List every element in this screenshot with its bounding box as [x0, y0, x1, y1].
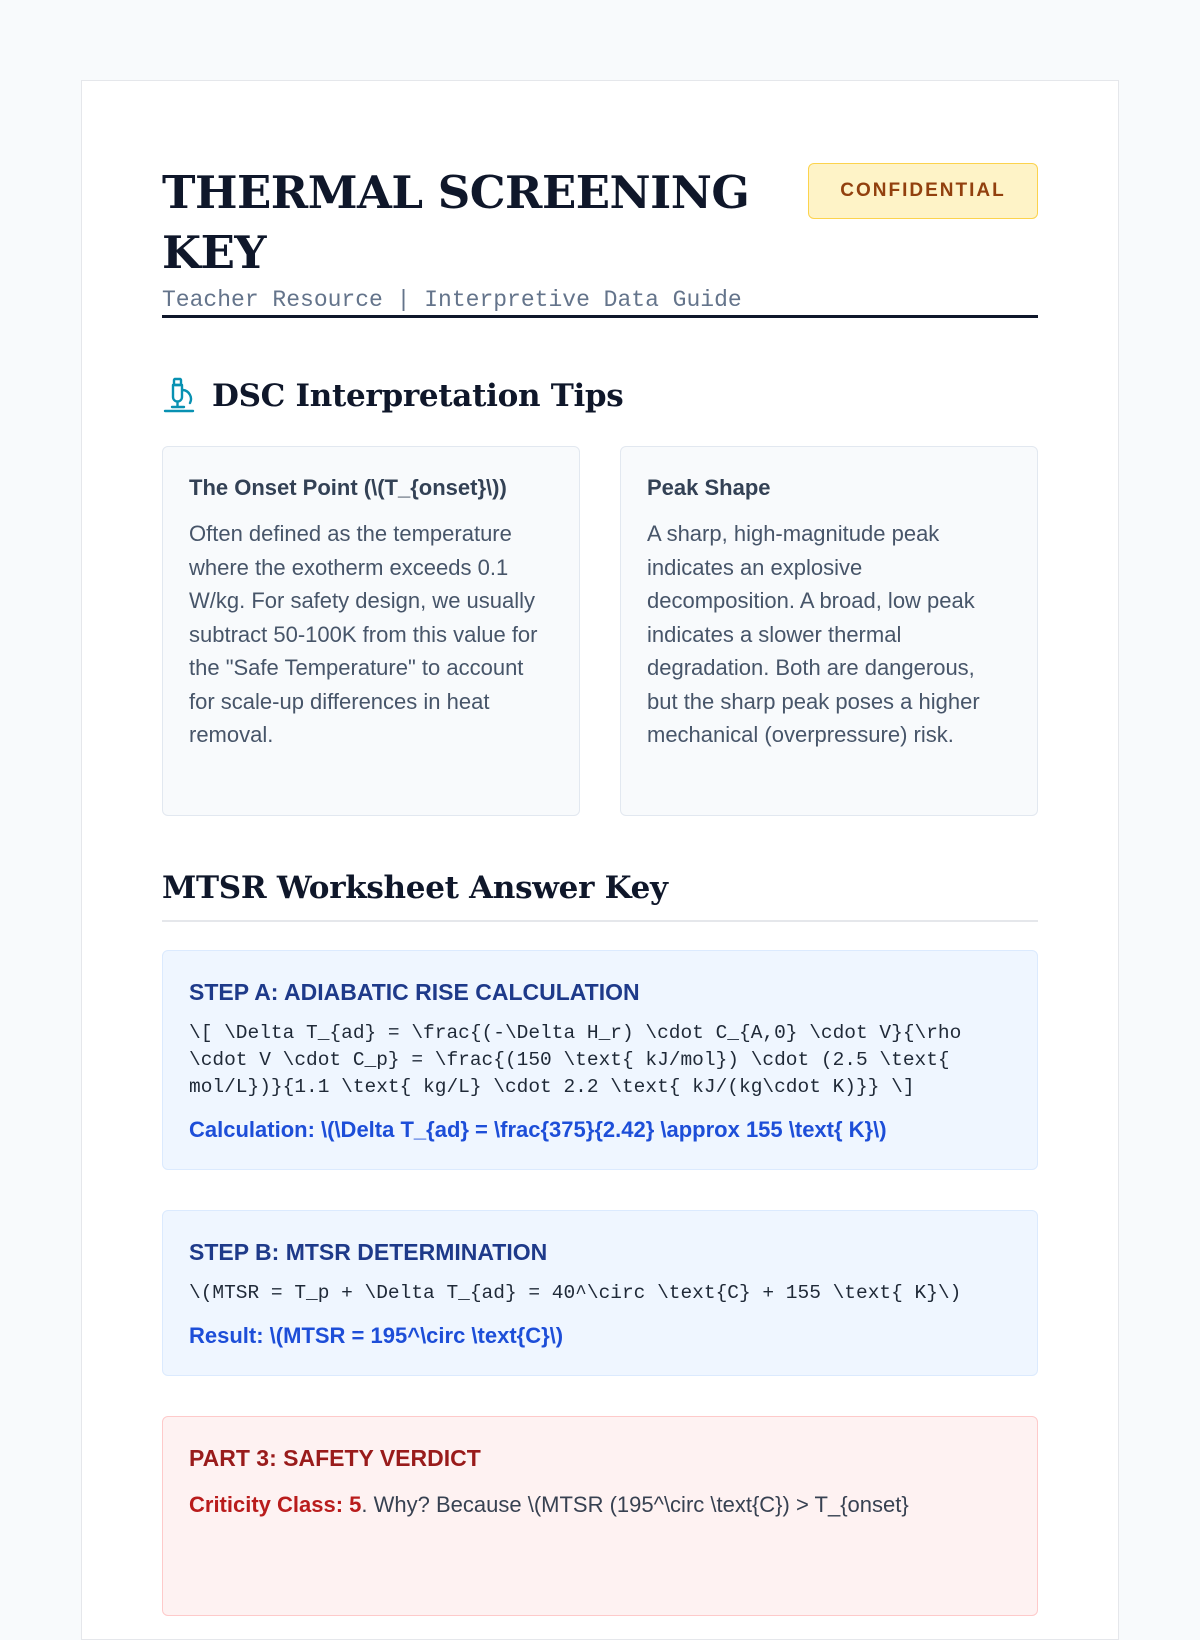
- header-divider: [162, 315, 1038, 318]
- step-a-card: [162, 950, 1038, 1170]
- mtsr-section-title: MTSR Worksheet Answer Key: [162, 870, 668, 906]
- step-a-result: Calculation: \(\Delta T_{ad} = \frac{375}{2.42} \approx 155 \text{ K}\): [189, 1117, 887, 1142]
- step-b-result: Result: \(MTSR = 195^\circ \text{C}\): [189, 1323, 564, 1348]
- verdict-text: [189, 1488, 1011, 1522]
- document-title: THERMAL SCREENING KEY: [162, 166, 750, 279]
- verdict-title: PART 3: SAFETY VERDICT: [189, 1445, 481, 1471]
- document-page: [81, 80, 1119, 1640]
- safety-verdict-card: [162, 1416, 1038, 1616]
- tip-card-peak-shape: [620, 446, 1038, 816]
- step-a-title: STEP A: ADIABATIC RISE CALCULATION: [189, 979, 640, 1005]
- microscope-icon: [162, 376, 198, 416]
- tip-card-title: The Onset Point (\(T_{onset}\)): [189, 475, 507, 500]
- verdict-explanation: . Why? Because \(MTSR (195^\circ \text{C}) > T_{onset}: [361, 1492, 909, 1517]
- tip-card-body: Often defined as the temperature where the exotherm exceeds 0.1 W/kg. For safety design, we usually subtract 50-100K from this value for the "Safe Temperature" to account for scale-up differences in heat removal.: [189, 521, 538, 747]
- criticity-class-label: Criticity Class: 5: [189, 1492, 362, 1517]
- step-b-card: [162, 1210, 1038, 1376]
- tip-card-title: Peak Shape: [647, 475, 771, 500]
- step-b-formula: \(MTSR = T_p + \Delta T_{ad} = 40^\circ \text{C} + 155 \text{ K}\): [189, 1282, 962, 1304]
- mtsr-section-header: [162, 870, 1038, 922]
- document-subtitle: Teacher Resource | Interpretive Data Guide: [162, 287, 742, 313]
- document-header: [162, 163, 1038, 311]
- tip-card-body: A sharp, high-magnitude peak indicates an explosive decomposition. A broad, low peak indicates a slower thermal degradation. Both are dangerous, but the sharp peak poses a higher mechanical (overpressure) risk.: [647, 521, 980, 747]
- tip-card-onset: [162, 446, 580, 816]
- tips-grid: [162, 446, 1038, 816]
- dsc-section-header: [162, 374, 1038, 418]
- step-b-title: STEP B: MTSR DETERMINATION: [189, 1239, 548, 1265]
- dsc-section-title: DSC Interpretation Tips: [212, 378, 624, 414]
- step-a-formula: \[ \Delta T_{ad} = \frac{(-\Delta H_r) \cdot C_{A,0} \cdot V}{\rho \cdot V \cdot C_p} = \frac{(150 \text{ kJ/mol}) \cdot (2.5 \text{ mol/L})}{1.1 \text{ kg/L} \cdot 2.2 \text{ kJ/(kg\cdot K)}} \]: [189, 1022, 962, 1098]
- confidential-badge: CONFIDENTIAL: [808, 163, 1038, 219]
